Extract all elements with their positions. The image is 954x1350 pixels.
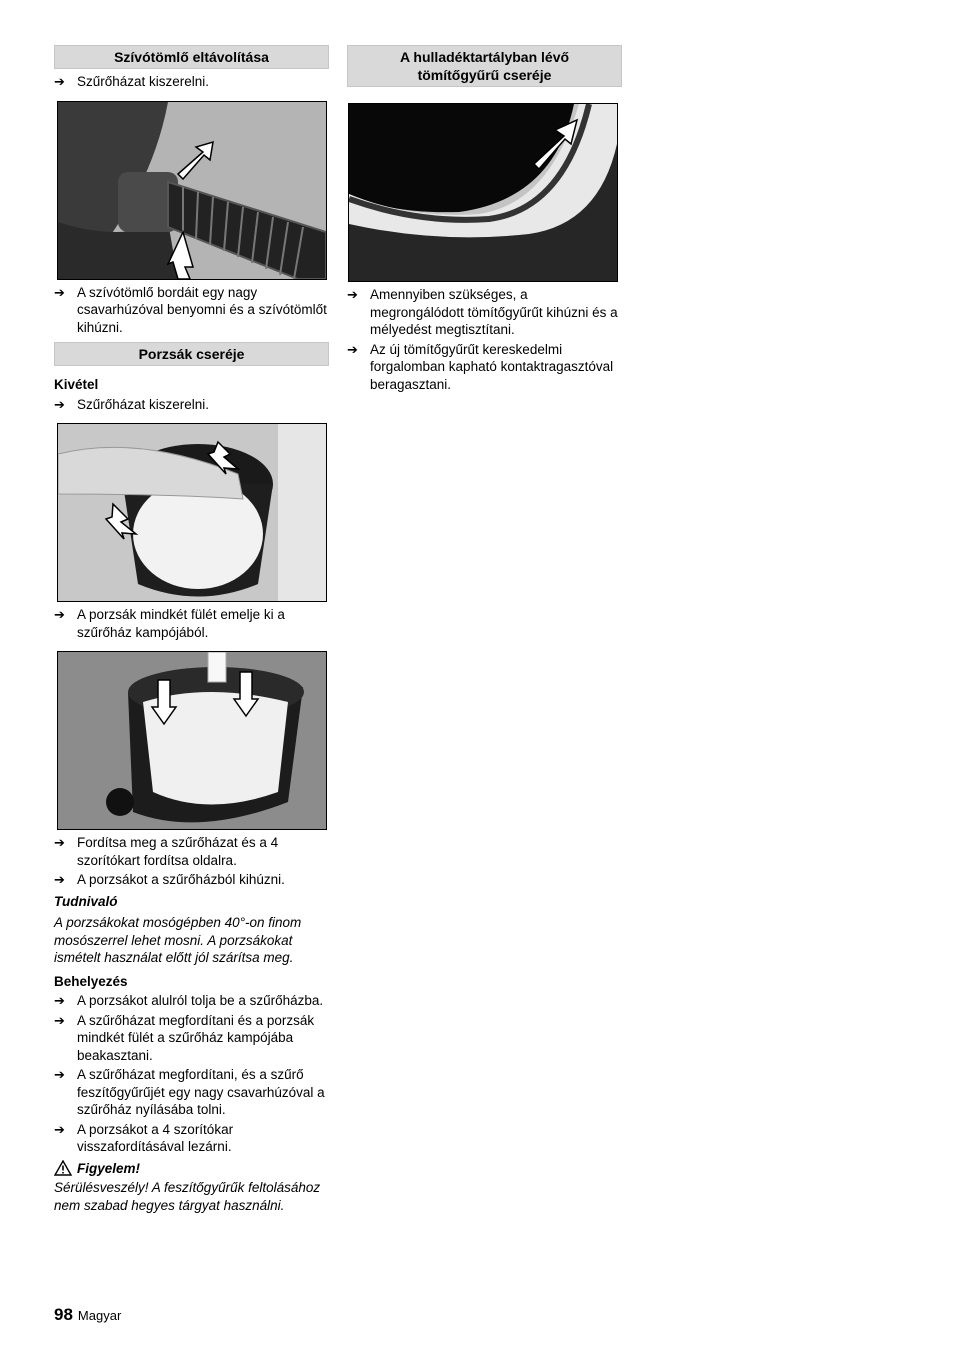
photo-dust-bag-clamps [57, 651, 327, 830]
step-text: Szűrőházat kiszerelni. [77, 74, 210, 89]
arrow-icon: ➔ [54, 872, 65, 887]
step-item [347, 286, 622, 339]
arrow-icon: ➔ [54, 835, 65, 850]
section-heading-seal-ring: A hulladéktartályban lévő tömítőgyűrű cseréje [347, 45, 622, 87]
step-item [54, 871, 329, 889]
section-heading-hose-removal: Szívótömlő eltávolítása [54, 45, 329, 69]
step-item [54, 606, 329, 641]
warning-heading [54, 1160, 329, 1178]
right-column [347, 45, 622, 393]
photo-suction-hose [57, 101, 327, 280]
step-text: A porzsák mindkét fülét emelje ki a szűrőház kampójából. [77, 607, 285, 640]
warning-triangle-icon [54, 1160, 72, 1176]
warning-text: Sérülésveszély! A feszítőgyűrűk feltolásához nem szabad hegyes tárgyat használni. [54, 1180, 321, 1213]
step-item [54, 396, 329, 414]
arrow-icon: ➔ [54, 74, 65, 89]
arrow-icon: ➔ [54, 396, 65, 412]
arrow-icon: ➔ [54, 607, 65, 622]
arrow-icon: ➔ [54, 1121, 65, 1137]
step-item [54, 992, 329, 1010]
step-item [54, 1066, 329, 1119]
arrow-icon: ➔ [54, 1012, 65, 1028]
note-title: Tudnivaló [54, 893, 118, 909]
section-heading-dust-bag: Porzsák cseréje [54, 342, 329, 366]
step-text: A porzsákot alulról tolja be a szűrőházba. [77, 993, 324, 1008]
step-text: Az új tömítőgyűrűt kereskedelmi forgalomban kapható kontaktragasztóval beragasztani. [370, 341, 614, 392]
subheading-removal: Kivétel [54, 377, 99, 392]
step-item [54, 834, 329, 869]
footer-language: Magyar [77, 1308, 122, 1323]
arrow-icon: ➔ [54, 993, 65, 1008]
arrow-icon: ➔ [54, 1067, 65, 1082]
note-text: A porzsákokat mosógépben 40°-on finom mosószerrel lehet mosni. A porzsákokat ismételt használat előtt jól szárítsa meg. [54, 915, 302, 965]
step-text: Szűrőházat kiszerelni. [77, 396, 210, 412]
photo-seal-ring [348, 103, 618, 282]
page-footer [54, 1306, 121, 1325]
step-text: A szűrőházat megfordítani, és a szűrő feszítőgyűrűjét egy nagy csavarhúzóval a szűrőház nyílásába tolni. [77, 1067, 325, 1117]
step-item [54, 73, 329, 91]
arrow-icon: ➔ [347, 287, 358, 302]
step-item [347, 341, 622, 394]
step-text: Amennyiben szükséges, a megrongálódott tömítőgyűrűt kihúzni és a mélyedést megtisztítani. [370, 287, 618, 337]
left-column [54, 45, 329, 1214]
step-text: A szívótömlő bordáit egy nagy csavarhúzóval benyomni és a szívótömlőt kihúzni. [77, 284, 327, 335]
step-text: A szűrőházat megfordítani és a porzsák mindkét fülét a szűrőház kampójába beakasztani. [77, 1012, 315, 1063]
photo-dust-bag-hooks [57, 423, 327, 602]
subheading-insertion: Behelyezés [54, 973, 128, 989]
arrow-icon: ➔ [347, 341, 358, 357]
step-item [54, 1012, 329, 1065]
step-item [54, 284, 329, 337]
step-text: A porzsákot a 4 szorítókar visszafordításával lezárni. [77, 1121, 234, 1154]
step-text: Fordítsa meg a szűrőházat és a 4 szorítókart fordítsa oldalra. [77, 835, 279, 868]
step-item [54, 1121, 329, 1156]
page-number: 98 [54, 1305, 73, 1324]
warning-title: Figyelem! [77, 1160, 141, 1176]
arrow-icon: ➔ [54, 284, 65, 300]
step-text: A porzsákot a szűrőházból kihúzni. [77, 872, 285, 887]
